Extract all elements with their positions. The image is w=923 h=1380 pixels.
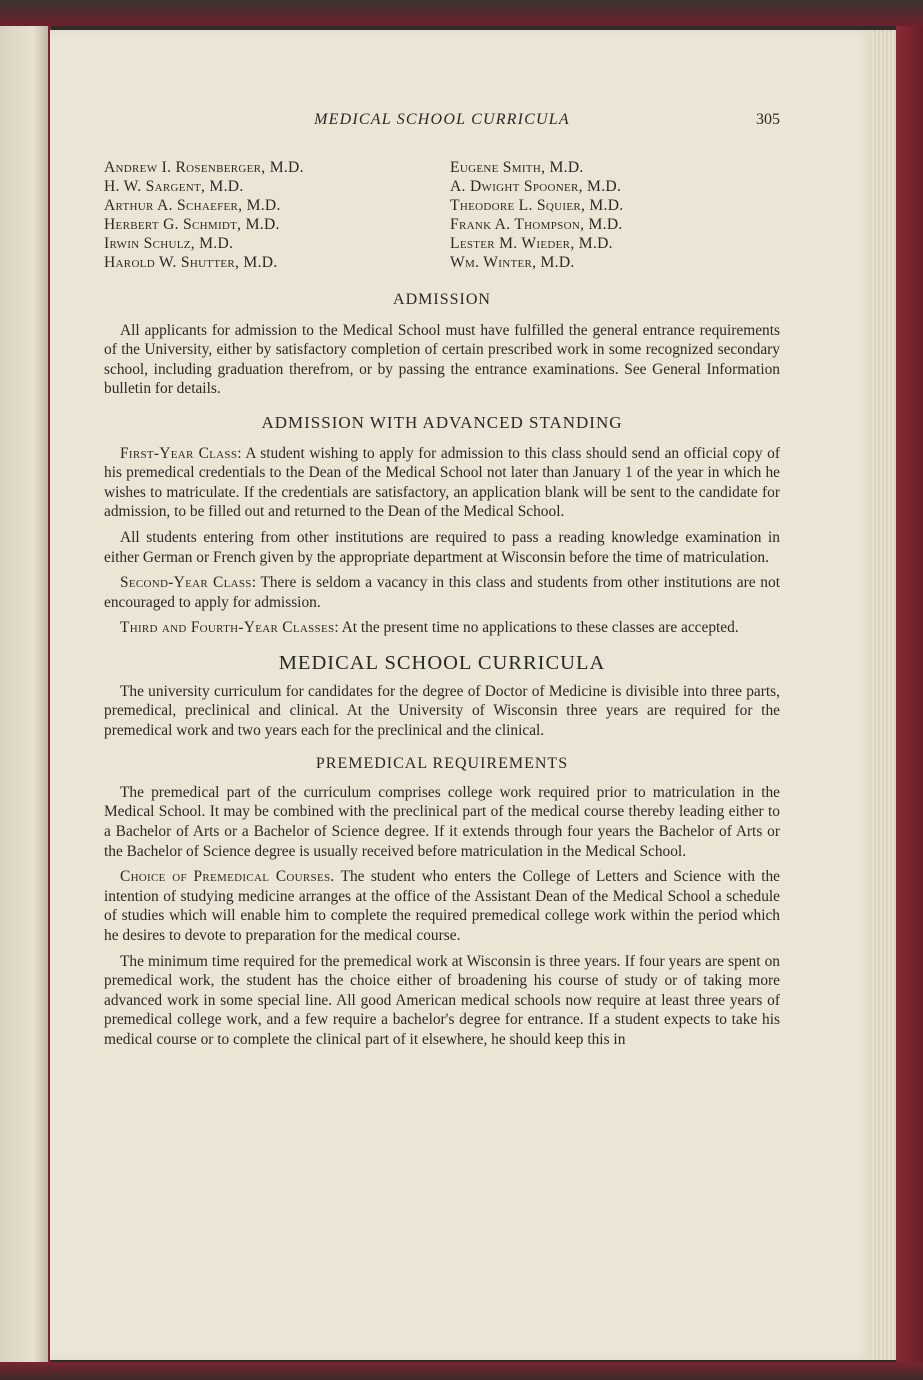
faculty-column-left (104, 158, 434, 272)
faculty-name: H. W. Sargent, M.D. (104, 178, 244, 195)
facing-page-edge (0, 26, 51, 1362)
faculty-name: Herbert G. Schmidt, M.D. (104, 216, 280, 233)
first-year-paragraph (104, 444, 780, 522)
premedical-heading: PREMEDICAL REQUIREMENTS (315, 755, 569, 773)
curricula-heading: MEDICAL SCHOOL CURRICULA (278, 651, 606, 674)
choice-paragraph (104, 867, 780, 945)
faculty-name: Irwin Schulz, M.D. (104, 235, 234, 252)
admission-heading: ADMISSION (393, 291, 491, 308)
running-head (104, 110, 780, 132)
choice-label: Choice of Premedical Courses. (120, 868, 335, 886)
page-edges (872, 30, 896, 1360)
faculty-name: Andrew I. Rosenberger, M.D. (104, 159, 304, 176)
faculty-name: Eugene Smith, M.D. (450, 159, 584, 176)
faculty-name: Frank A. Thompson, M.D. (450, 216, 623, 233)
first-year-label: First-Year Class (120, 444, 238, 462)
minimum-time-paragraph: The minimum time required for the premedical work at Wisconsin is three years. If four years are spent on premedical work, the student has the choice either of broadening his course of study or of taking more advanced work in some special line. All good American medical schools now require at least three years of premedical college work, and a few require a bachelor's degree for entrance. If a student expects to take his medical course or to complete the clinical part of it elsewhere, he should keep this in (104, 952, 780, 1048)
second-year-paragraph (104, 573, 780, 612)
running-title: MEDICAL SCHOOL CURRICULA (314, 111, 570, 128)
faculty-name: Theodore L. Squier, M.D. (450, 197, 624, 214)
faculty-name: Wm. Winter, M.D. (450, 254, 575, 271)
page-number: 305 (756, 111, 780, 128)
first-year-text: : A student wishing to apply for admission to this class should send an official copy of his premedical credentials to the Dean of the Medical School not later than January 1 of the year in which he wishes to matriculate. If the credentials are satisfactory, an application blank will be sent to the candidate for admission, to be filled out and returned to the Dean of the Medical School. (104, 444, 780, 521)
premedical-paragraph: The premedical part of the curriculum comprises college work required prior to matriculation in the Medical School. It may be combined with the preclinical part of the medical course thereby leading either to a Bachelor of Arts or a Bachelor of Science degree. If it extends through four years the Bachelor of Arts or the Bachelor of Science degree is usually received before matriculation in the Medical School. (104, 783, 780, 860)
faculty-list (104, 158, 780, 272)
third-fourth-year-paragraph (104, 618, 780, 638)
faculty-column-right (450, 158, 780, 272)
faculty-name: Lester M. Wieder, M.D. (450, 235, 613, 252)
book-cover-bottom (0, 1362, 923, 1380)
all-students-paragraph: All students entering from other institutions are required to pass a reading knowledge examination in either German or French given by the appropriate department at Wisconsin before the time of matriculation. (104, 528, 780, 566)
choice-text: The student who enters the College of Letters and Science with the intention of studying medicine arranges at the office of the Assistant Dean of the Medical School a schedule of studies which will enable him to complete the required premedical college work within the period which he desires to devote to preparation for the medical course. (104, 868, 780, 945)
book-cover-top (0, 0, 923, 26)
admission-paragraph: All applicants for admission to the Medical School must have fulfilled the general entrance requirements of the University, either by satisfactory completion of certain prescribed work in some recognized secondary school, including graduation therefrom, or by passing the entrance examinations. See General Information bulletin for details. (104, 321, 780, 398)
third-fourth-year-text: : At the present time no applications to these classes are accepted. (334, 619, 739, 637)
book-cover-right (896, 26, 923, 1362)
third-fourth-year-label: Third and Fourth-Year Classes (120, 619, 335, 637)
curricula-paragraph: The university curriculum for candidates for the degree of Doctor of Medicine is divisible into three parts, premedical, preclinical and clinical. At the University of Wisconsin three years are required for the premedical work and two years each for the preclinical and the clinical. (104, 682, 780, 739)
second-year-text: : There is seldom a vacancy in this class and students from other institutions are not encouraged to apply for admission. (104, 574, 780, 611)
page-content (104, 110, 780, 1056)
second-year-label: Second-Year Class (120, 574, 252, 592)
faculty-name: A. Dwight Spooner, M.D. (450, 178, 622, 195)
advanced-standing-heading: ADMISSION WITH ADVANCED STANDING (261, 412, 623, 432)
faculty-name: Harold W. Shutter, M.D. (104, 254, 278, 271)
faculty-name: Arthur A. Schaefer, M.D. (104, 197, 281, 214)
